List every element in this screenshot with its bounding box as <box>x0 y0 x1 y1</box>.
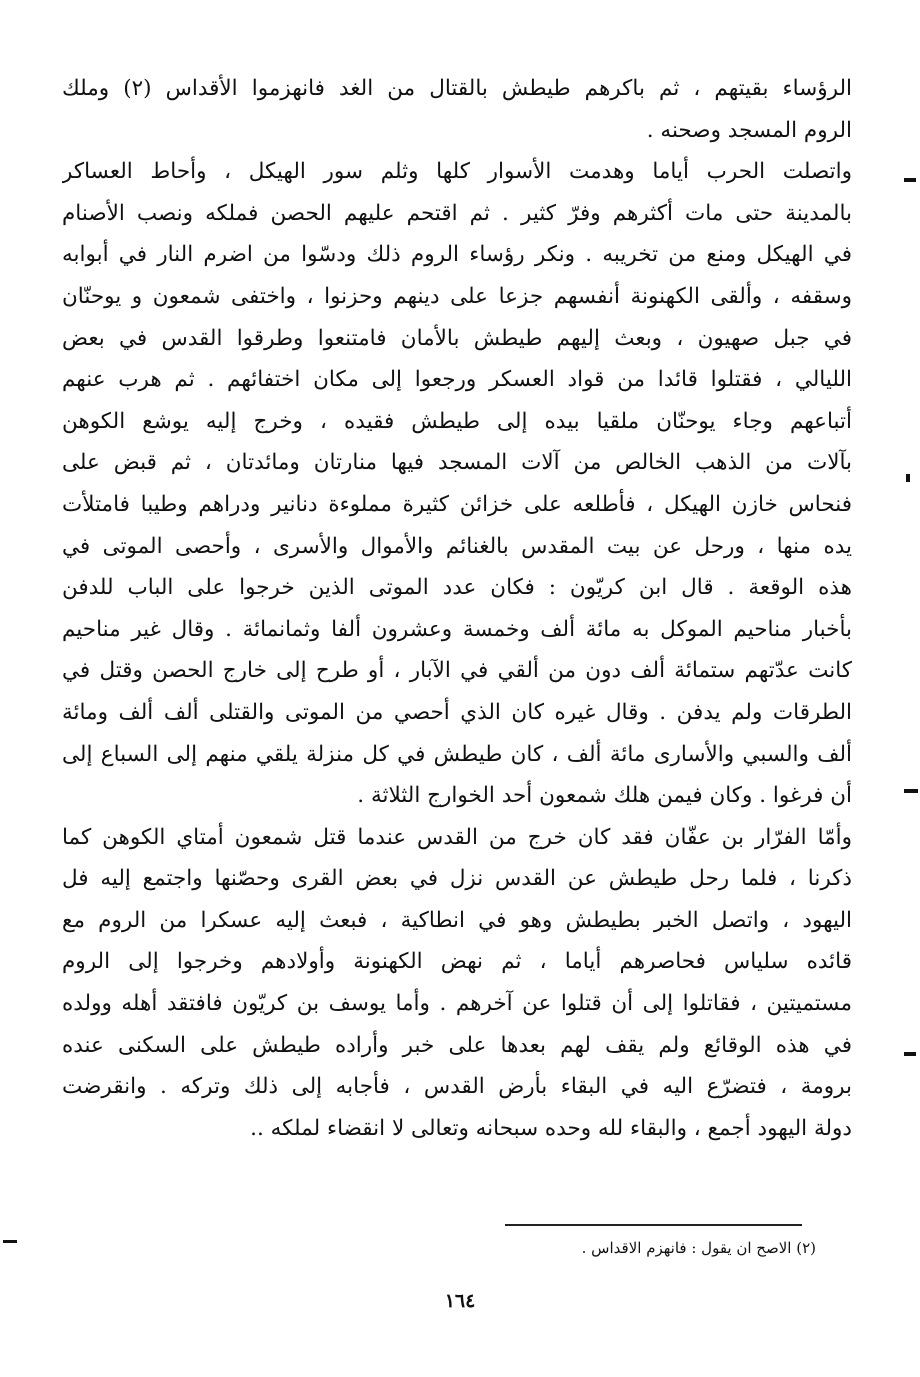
text-line: برومة ، فتضرّع اليه في البقاء بأرض القدس ، فأجابه إلى ذلك وتركه . وانقرضت <box>62 1074 852 1100</box>
text-line: الليالي ، فقتلوا قائدا من قواد العسكر ورجعوا إلى مكان اختفائهم . ثم هرب عنهم <box>62 367 852 393</box>
text-line: في جبل صهيون ، وبعث إليهم طيطش بالأمان فامتنعوا وطرقوا القدس في بعض <box>62 325 852 351</box>
text-line: كانت عدّتهم ستمائة ألف دون من ألقي في الآبار ، أو طرح إلى خارج الحصن وقتل في <box>62 658 852 684</box>
text-line: في الهيكل ومنع من تخريبه . ونكر رؤساء الروم ذلك ودسّوا من اضرم النار في أبوابه <box>62 242 852 268</box>
text-line: الرؤساء بقيتهم ، ثم باكرهم طيطش بالقتال من الغد فانهزموا الأقداس (٢) وملك <box>62 76 852 101</box>
margin-mark <box>904 789 918 793</box>
text-line: هذه الوقعة . قال ابن كريّون : فكان عدد الموتى الذين خرجوا على الباب للدفن <box>62 575 852 601</box>
text-line: بأخبار مناحيم الموكل به مائة ألف وخمسة وعشرون ألفا وثمانمائة . وقال غير مناحيم <box>62 616 852 642</box>
page-number: ١٦٤ <box>444 1290 476 1312</box>
text-line: أن فرغوا . وكان فيمن هلك شمعون أحد الخوارج الثلاثة . <box>357 783 852 809</box>
text-line: مستميتين ، فقاتلوا إلى أن قتلوا عن آخرهم . وأما يوسف بن كريّون فافتقد أهله وولده <box>62 991 852 1017</box>
body-text <box>62 68 852 1149</box>
footnote: (٢) الاصح ان يقول : فانهزم الاقداس . <box>581 1239 816 1257</box>
text-line: بآلات من الذهب الخالص من آلات المسجد فيها منارتان ومائدتان ، ثم قبض على <box>62 450 852 476</box>
text-line: ألف والسبي والأسارى مائة ألف ، كان طيطش في كل منزلة يلقي منهم إلى السباع إلى <box>62 741 852 767</box>
text-line: قائده سلياس فحاصرهم أياما ، ثم نهض الكهنونة وأولادهم وخرجوا إلى الروم <box>62 949 852 975</box>
text-line: وسقفه ، وألقى الكهنونة أنفسهم جزعا على دينهم وحزنوا ، واختفى شمعون و يوحنّان <box>62 283 852 309</box>
footnote-divider <box>505 1224 802 1226</box>
text-line: في هذه الوقائع ولم يقف لهم بعدها على خبر وأراده طيطش على السكنى عنده <box>62 1032 852 1058</box>
text-line: يده منها ، ورحل عن بيت المقدس بالغنائم والأموال والأسرى ، وأحصى الموتى في <box>62 533 852 559</box>
margin-mark <box>906 474 910 482</box>
margin-mark <box>904 178 916 182</box>
text-line: واتصلت الحرب أياما وهدمت الأسوار كلها وثلم سور الهيكل ، وأحاط العساكر <box>62 159 852 185</box>
text-line: بالمدينة حتى مات أكثرهم وفرّ كثير . ثم اقتحم عليهم الحصن فملكه ونصب الأصنام <box>62 200 852 226</box>
text-line: أتباعهم وجاء يوحنّان ملقيا بيده إلى طيطش فقيده ، وخرج إليه يوشع الكوهن <box>62 408 852 434</box>
text-line: اليهود ، واتصل الخبر بطيطش وهو في انطاكية ، فبعث إليه عسكرا من الروم مع <box>62 907 852 933</box>
text-line: فنحاس خازن الهيكل ، فأطلعه على خزائن كثيرة مملوءة دنانير ودراهم وطيبا فامتلأت <box>62 491 852 517</box>
text-line: وأمّا الفرّار بن عفّان فقد كان خرج من القدس عندما قتل شمعون أمتاي الكوهن كما <box>62 824 852 850</box>
margin-mark <box>3 1240 17 1243</box>
text-line: ذكرنا ، فلما رحل طيطش عن القدس نزل في بعض القرى وحصّنها واجتمع إليه فل <box>62 866 852 892</box>
text-line: دولة اليهود أجمع ، والبقاء لله وحده سبحانه وتعالى لا انقضاء لملكه .. <box>250 1115 852 1141</box>
margin-mark <box>904 1052 916 1056</box>
text-line: الروم المسجد وصحنه . <box>646 117 852 143</box>
text-line: الطرقات ولم يدفن . وقال غيره كان الذي أحصي من الموتى والقتلى ألف ألف ومائة <box>62 699 852 725</box>
